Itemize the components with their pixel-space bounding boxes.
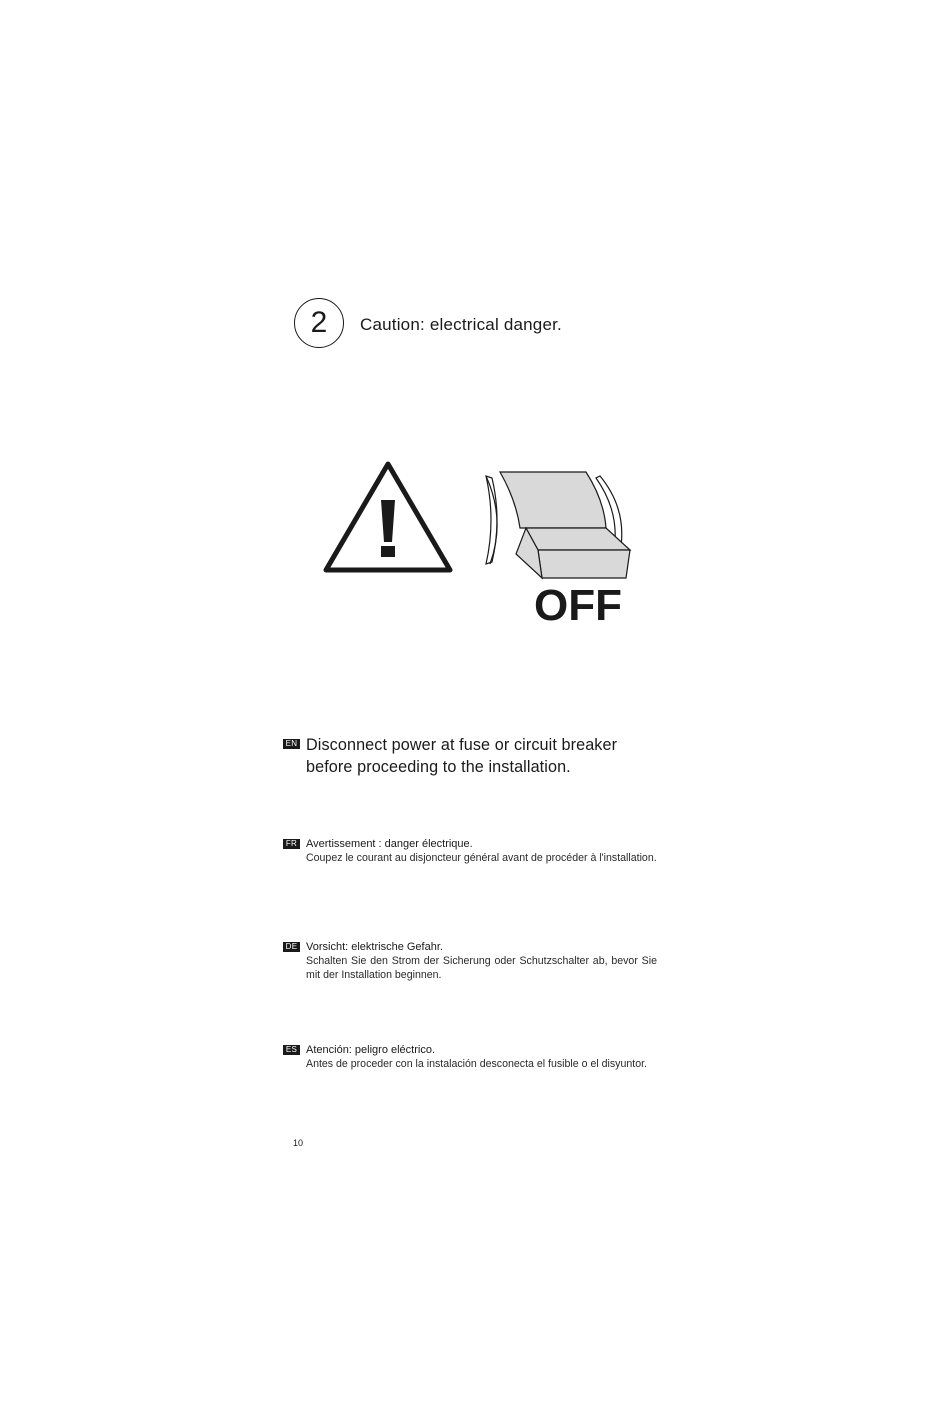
instruction-text-line2: before proceeding to the installation.: [306, 758, 571, 776]
warning-triangle-icon: [322, 460, 454, 576]
language-tag-en: EN: [283, 739, 300, 749]
step-number-circle: [294, 298, 344, 348]
language-tag-fr: FR: [283, 839, 300, 849]
instruction-en: [283, 734, 657, 778]
instruction-text: Coupez le courant au disjoncteur général avant de procéder à l'installation.: [306, 852, 657, 864]
instruction-es: [283, 1043, 657, 1071]
breaker-switch-icon: [480, 470, 638, 582]
instruction-title: Atención: peligro eléctrico.: [306, 1044, 436, 1056]
step-number: 2: [310, 306, 328, 339]
instruction-de: [283, 940, 657, 982]
language-tag-es: ES: [283, 1045, 300, 1055]
off-label: OFF: [534, 581, 622, 630]
instruction-fr: [283, 837, 657, 865]
page-number: 10: [293, 1138, 304, 1148]
instruction-title: Avertissement : danger électrique.: [306, 838, 473, 850]
language-tag-de: DE: [283, 942, 300, 952]
instruction-title: Vorsicht: elektrische Gefahr.: [306, 941, 443, 953]
instruction-text: Schalten Sie den Strom der Sicherung oder Schutzschalter ab, bevor Sie mit der Installation beginnen.: [306, 955, 657, 981]
step-heading: Caution: electrical danger.: [360, 315, 562, 334]
instruction-text: Antes de proceder con la instalación desconecta el fusible o el disyuntor.: [306, 1058, 647, 1070]
instruction-text-line1: Disconnect power at fuse or circuit breaker: [306, 736, 618, 754]
